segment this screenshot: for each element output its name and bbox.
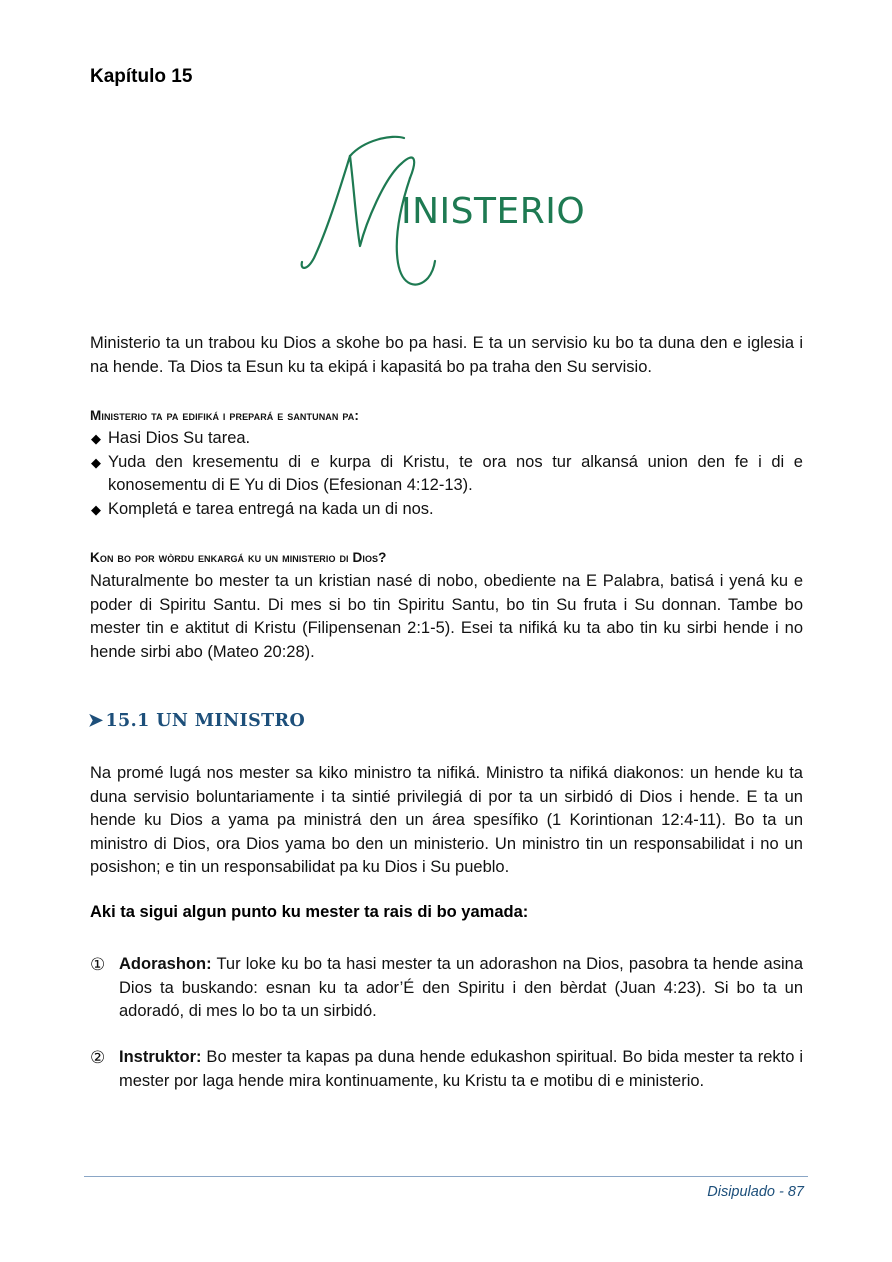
diamond-bullet-icon: ◆: [91, 454, 101, 470]
circled-number: ①: [90, 955, 106, 974]
diamond-bullet-icon: ◆: [91, 501, 101, 517]
item-text: Tur loke ku bo ta hasi mester ta un adorashon na Dios, pasobra ta hende asina Dios ta buskando: esnan ku ta ador’É den Spiritu i den bèrdat (Juan 4:23). Si bo ta un adoradó, di mes lo bo ta un sirbidó.: [119, 955, 803, 1020]
chapter-label: Kapítulo 15: [90, 66, 193, 87]
section-15-1-paragraph: Na promé lugá nos mester sa kiko ministro ta nifiká. Ministro ta nifiká diakonos: un hende ku ta duna servisio boluntariamente i ta sintié privilegiá di por ta un sirbidó di Dios i hende. E ta un hende ku Dios a yama pa ministrá den un área spesífiko (1 Korintionan 12:4-11). Bo ta un ministro di Dios, ora Dios yama bo den un ministerio. Un ministro tin un responsabilidat i no un posishon; e tin un responsabilidat pa ku Dios i Su pueblo.: [90, 764, 803, 876]
item-label: Adorashon:: [119, 955, 212, 973]
title-initial: M: [292, 128, 294, 129]
section-15-1-title: 15.1 UN MINISTRO: [105, 711, 306, 731]
item-text: Bo mester ta kapas pa duna hende edukashon spiritual. Bo bida mester ta rekto i mester por laga hende mira kontinuamente, ku Kristu ta e motibu di e ministerio.: [119, 1048, 803, 1090]
list-item: [90, 1046, 803, 1093]
chapter-title: [292, 128, 612, 298]
list-item: [90, 953, 803, 1024]
title-text: INISTERIO: [401, 191, 586, 232]
bullet-item: ◆ Yuda den kresementu di e kurpa di Kristu, te ora nos tur alkansá union den fe i di e konosementu di E Yu di Dios (Efesionan 4:12-13).: [91, 452, 803, 494]
points-heading: Aki ta sigui algun punto ku mester ta rais di bo yamada:: [90, 903, 529, 921]
section-b-paragraph: Naturalmente bo mester ta un kristian nasé di nobo, obediente na E Palabra, batisá i yená ku e poder di Spiritu Santu. Di mes si bo tin Spiritu Santu, bo tin Su fruta i Su donnan. Tambe bo mester tin e aktitut di Kristu (Filipensenan 2:1-5). Esei ta nifiká ku ta abo tin ku sirbi hende i no hende sirbi abo (Mateo 20:28).: [90, 572, 803, 661]
section-a-heading: Ministerio ta pa edifiká i prepará e santunan pa:: [90, 408, 359, 423]
item-label: Instruktor:: [119, 1048, 202, 1066]
page-footer: Disipulado - 87: [707, 1184, 804, 1200]
intro-paragraph: Ministerio ta un trabou ku Dios a skohe bo pa hasi. E ta un servisio ku bo ta duna den e iglesia i na hende. Ta Dios ta Esun ku ta ekipá i kapasitá bo pa traha den Su servisio.: [90, 334, 803, 376]
arrow-icon: ➤: [88, 710, 104, 731]
bullet-item: ◆ Hasi Dios Su tarea.: [90, 427, 803, 451]
diamond-bullet-icon: ◆: [91, 431, 101, 446]
section-a-bullets: [90, 427, 803, 521]
bullet-item: ◆ Kompletá e tarea entregá na kada un di nos.: [90, 498, 803, 522]
section-b-heading: Kon bo por wòrdu enkargá ku un ministerio di Dios?: [90, 550, 387, 565]
section-15-1-heading: [88, 710, 305, 731]
circled-number: ②: [90, 1048, 106, 1067]
footer-divider: [84, 1176, 808, 1177]
